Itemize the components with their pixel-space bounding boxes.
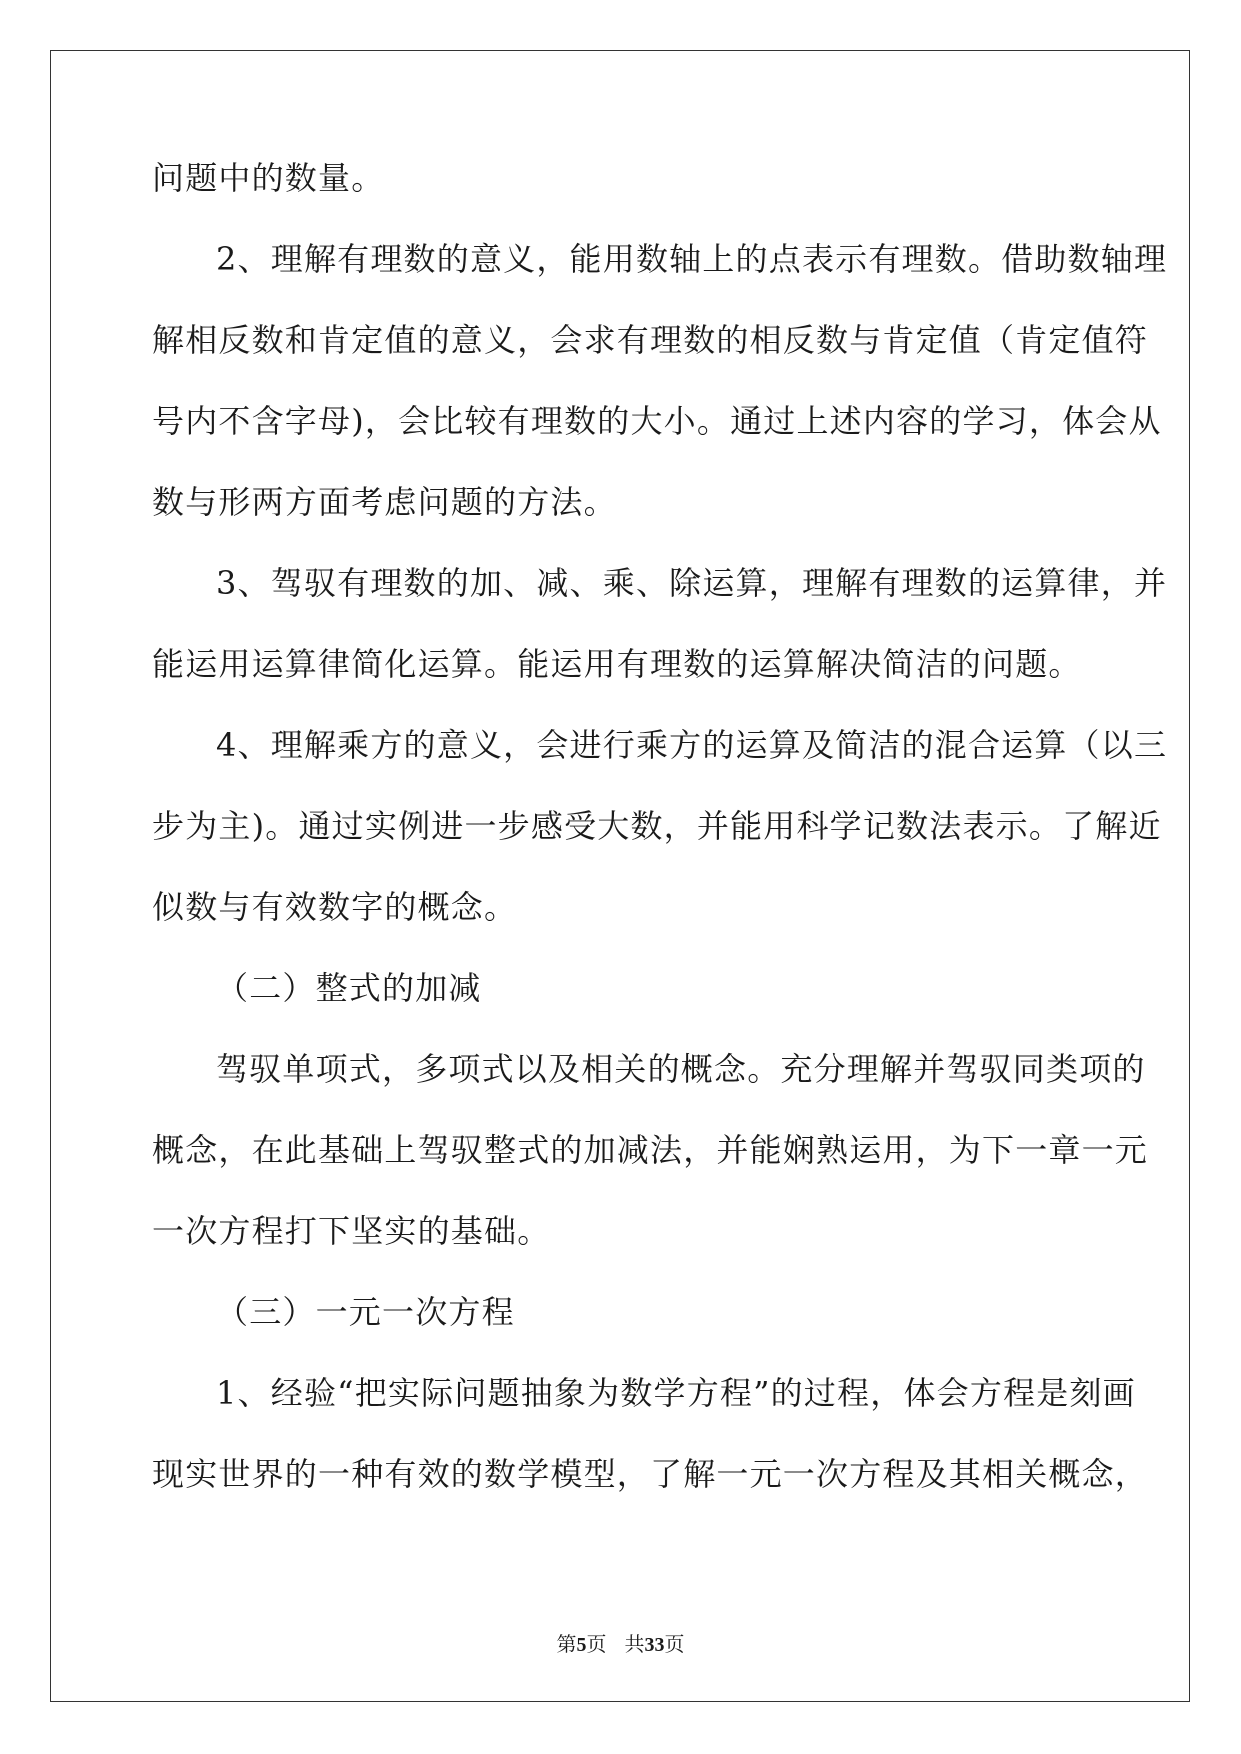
page-number: 5 xyxy=(576,1634,587,1656)
text-line: 现实世界的一种有效的数学模型，了解一元一次方程及其相关概念， xyxy=(152,1455,1149,1493)
page-prefix: 第 xyxy=(556,1632,577,1656)
page-suffix: 页 xyxy=(586,1632,607,1656)
total-prefix: 共 xyxy=(624,1632,645,1656)
page-footer xyxy=(0,1632,1241,1657)
text-line: 似数与有效数字的概念。 xyxy=(152,888,518,926)
text-line: 2、理解有理数的意义，能用数轴上的点表示有理数。借助数轴理 xyxy=(216,240,1168,278)
document-body xyxy=(152,159,1168,1537)
text-line: 号内不含字母)，会比较有理数的大小。通过上述内容的学习，体会从 xyxy=(152,402,1162,440)
section-heading: （二）整式的加减 xyxy=(216,969,482,1007)
total-suffix: 页 xyxy=(664,1632,685,1656)
text-line: 一次方程打下坚实的基础。 xyxy=(152,1212,551,1250)
text-line: 3、驾驭有理数的加、减、乘、除运算，理解有理数的运算律，并 xyxy=(216,564,1168,602)
text-line: 问题中的数量。 xyxy=(152,159,385,197)
text-line: 解相反数和肯定值的意义，会求有理数的相反数与肯定值（肯定值符 xyxy=(152,321,1149,359)
text-line: 概念，在此基础上驾驭整式的加减法，并能娴熟运用，为下一章一元 xyxy=(152,1131,1149,1169)
text-line: 步为主)。通过实例进一步感受大数，并能用科学记数法表示。了解近 xyxy=(152,807,1162,845)
text-line: 4、理解乘方的意义，会进行乘方的运算及简洁的混合运算（以三 xyxy=(216,726,1168,764)
text-line: 1、经验“把实际问题抽象为数学方程”的过程，体会方程是刻画 xyxy=(216,1374,1136,1412)
total-pages: 33 xyxy=(644,1634,665,1656)
section-heading: （三）一元一次方程 xyxy=(216,1293,515,1331)
text-line: 数与形两方面考虑问题的方法。 xyxy=(152,483,617,521)
text-line: 驾驭单项式，多项式以及相关的概念。充分理解并驾驭同类项的 xyxy=(216,1050,1146,1088)
text-line: 能运用运算律简化运算。能运用有理数的运算解决简洁的问题。 xyxy=(152,645,1082,683)
